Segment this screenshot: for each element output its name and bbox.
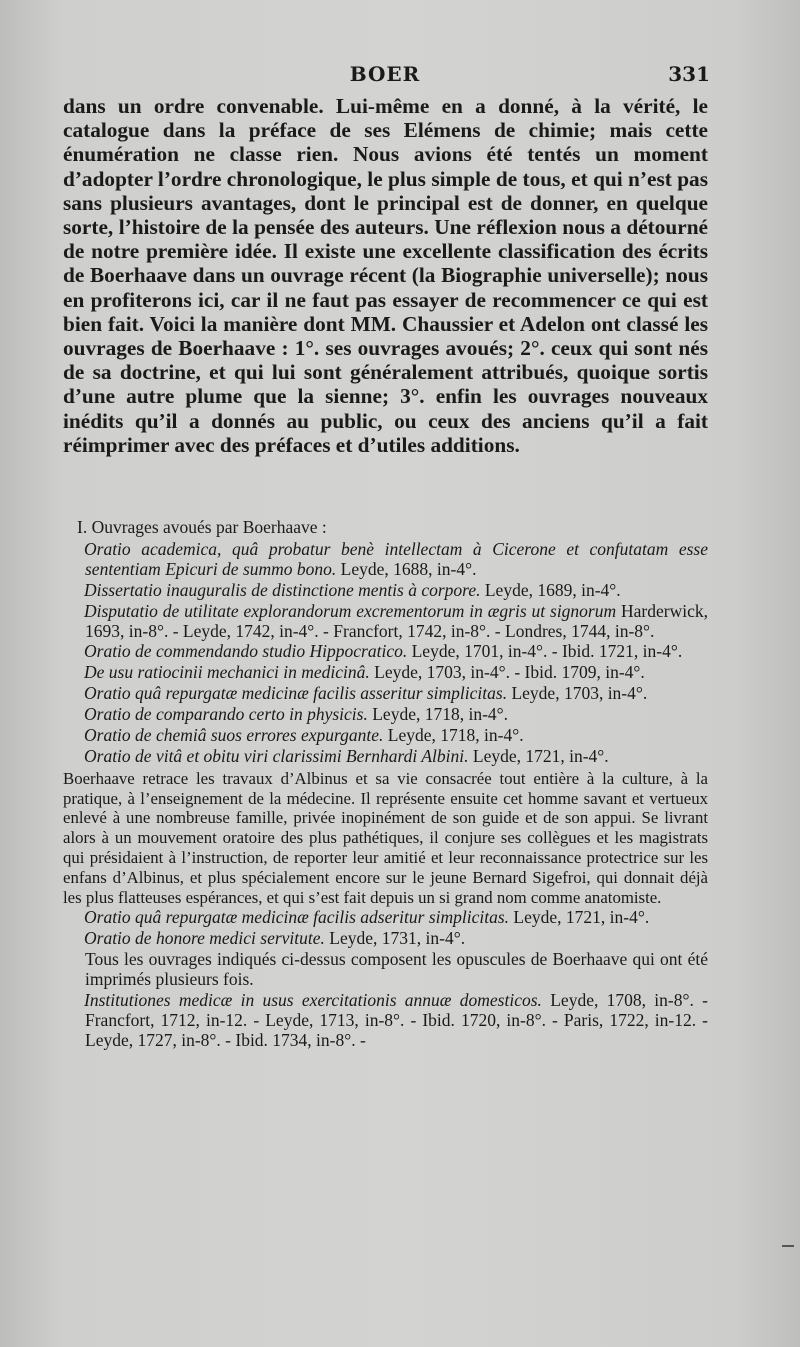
work-title: Oratio de honore medici servitute.	[84, 928, 325, 949]
bibliography-section	[63, 518, 708, 1052]
publication-info: Leyde, 1708, in-8°. - Francfort, 1712, in-12. - Leyde, 1713, in-8°. - Ibid. 1720, in-8°. - Paris, 1722, in-12. - Leyde, 1727, in-8°. - Ibid. 1734, in-8°. -	[85, 990, 708, 1050]
bibliography-entry	[63, 684, 708, 704]
work-title: Oratio academica, quâ probatur benè intellectam à Cicerone et confutatam esse sententiam Epicuri de summo bono.	[84, 538, 708, 579]
closing-note: Tous les ouvrages indiqués ci-dessus composent les opuscules de Boerhaave qui ont été imprimés plusieurs fois.	[85, 949, 708, 990]
work-title: Disputatio de utilitate explorandorum excrementorum in ægris ut signorum	[84, 600, 617, 621]
publication-info: Leyde, 1689, in-4°.	[484, 579, 621, 600]
bibliography-entry	[63, 929, 708, 949]
work-title: Oratio de vitâ et obitu viri clarissimi Bernhardi Albini.	[84, 745, 469, 766]
work-title: Dissertatio inauguralis de distinctione mentis à corpore.	[84, 579, 481, 600]
bibliography-entry	[63, 540, 708, 580]
publication-info: Leyde, 1731, in-4°.	[329, 928, 466, 949]
bibliography-entry	[63, 726, 708, 746]
work-title: Oratio quâ repurgatæ medicinæ facilis asseritur simplicitas.	[84, 683, 508, 704]
bibliography-entry	[63, 908, 708, 928]
body-paragraph: dans un ordre convenable. Lui-même en a donné, à la vérité, le catalogue dans la préface de ses Elémens de chimie; mais cette énumération ne classe rien. Nous avions été tentés un moment d’adopter l’ordre chronologique, le plus simple de tous, et qui n’est pas sans plusieurs avantages, dont le principal est de donner, en quelque sorte, l’histoire de la pensée des auteurs. Une réflexion nous a détourné de notre première idée. Il existe une excellente classification des écrits de Boerhaave dans un ouvrage récent (la Biographie universelle); nous en profiterons ici, car il ne faut pas essayer de recommencer ce qui est bien fait. Voici la manière dont MM. Chaussier et Adelon ont classé les ouvrages de Boerhaave : 1°. ses ouvrages avoués; 2°. ceux qui sont nés de sa doctrine, et qui lui sont généralement attribués, quoique sortis d’une autre plume que la sienne; 3°. enfin les ouvrages nouveaux inédits qu’il a donnés au public, ou ceux des anciens qu’il a fait réimprimer avec des préfaces et d’utiles additions.	[63, 94, 708, 457]
work-title: Oratio quâ repurgatæ medicinæ facilis adseritur simplicitas.	[84, 907, 510, 928]
publication-info: Leyde, 1718, in-4°.	[372, 704, 509, 725]
bibliography-entry	[63, 581, 708, 601]
publication-info: Leyde, 1718, in-4°.	[387, 725, 524, 746]
section-heading: I. Ouvrages avoués par Boerhaave :	[77, 517, 327, 537]
bibliography-entry	[63, 663, 708, 683]
work-title: Oratio de chemiâ suos errores expurgante.	[84, 725, 384, 746]
publication-info: Leyde, 1703, in-4°. - Ibid. 1709, in-4°.	[374, 662, 645, 683]
work-title: Institutiones medicæ in usus exercitationis annuæ domesticos.	[84, 990, 542, 1011]
work-title: De usu ratiocinii mechanici in medicinâ.	[84, 662, 370, 683]
work-title: Oratio de commendando studio Hippocratico.	[84, 641, 408, 662]
publication-info: Leyde, 1721, in-4°.	[513, 907, 650, 928]
bibliography-entry	[63, 991, 708, 1051]
page-number: 331	[668, 62, 710, 86]
publication-info: Leyde, 1721, in-4°.	[472, 745, 609, 766]
margin-mark	[782, 1245, 794, 1247]
running-title: BOER	[349, 62, 421, 86]
work-title: Oratio de comparando certo in physicis.	[84, 704, 368, 725]
publication-info: Leyde, 1701, in-4°. - Ibid. 1721, in-4°.	[411, 641, 683, 662]
publication-info: Leyde, 1688, in-4°.	[340, 558, 477, 579]
bibliography-entry	[63, 642, 708, 662]
main-text-block	[63, 94, 708, 457]
bibliography-entry	[63, 747, 708, 767]
bibliography-entry	[63, 705, 708, 725]
bibliography-entry	[63, 602, 708, 642]
page-header	[60, 62, 710, 92]
publication-info: Leyde, 1703, in-4°.	[511, 683, 648, 704]
publication-info: Harderwick, 1693, in-8°. - Leyde, 1742, in-4°. - Francfort, 1742, in-8°. - Londres, 1744, in-8°.	[85, 600, 708, 641]
albinus-note: Boerhaave retrace les travaux d’Albinus et sa vie consacrée tout entière à la culture, à la pratique, à l’enseignement de la médecine. Il représente ensuite cet homme savant et vertueux enlevé à une nombreuse famille, privée inopinément de son guide et de son appui. Se livrant alors à un mouvement oratoire des plus pathétiques, il conjure ses collègues et les magistrats qui présidaient à l’instruction, de reporter leur amitié et leur reconnaissance protectrice sur les enfans d’Albinus, et plus spécialement encore sur le jeune Bernard Sigefroi, qui donnait déjà les plus flatteuses espérances, et qui s’est fait depuis un si grand nom comme anatomiste.	[63, 768, 708, 907]
